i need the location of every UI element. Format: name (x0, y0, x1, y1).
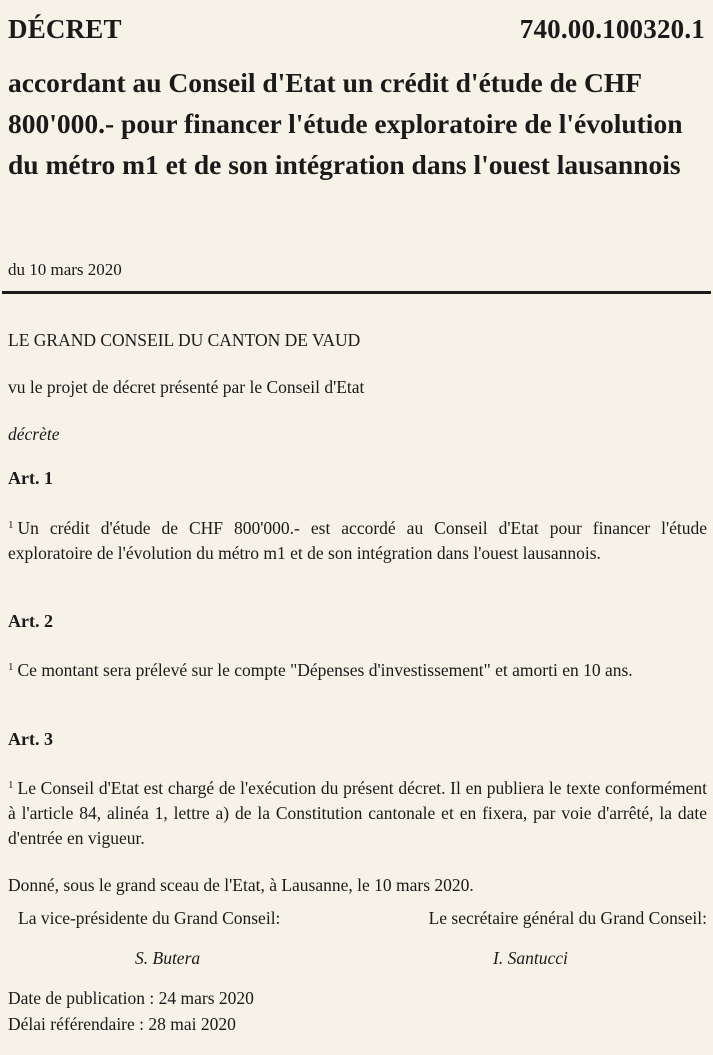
considering-line: vu le projet de décret présenté par le Conseil d'Etat (8, 377, 365, 397)
article-1-marker: 1 (8, 519, 14, 531)
decree-title: accordant au Conseil d'Etat un crédit d'étude de CHF 800'000.- pour financer l'étude exploratoire de l'évolution du métro m1 et de son intégration dans l'ouest lausannois (8, 67, 683, 180)
document-number: 740.00.100320.1 (519, 14, 705, 44)
referendum-deadline: Délai référendaire : 28 mai 2020 (8, 1014, 236, 1034)
header-divider (2, 291, 711, 294)
decree-date: du 10 mars 2020 (8, 260, 122, 279)
right-signatory-name: I. Santucci (493, 948, 568, 968)
given-line: Donné, sous le grand sceau de l'Etat, à Lausanne, le 10 mars 2020. (8, 875, 474, 895)
article-2-text (8, 655, 707, 683)
authority-line: LE GRAND CONSEIL DU CANTON DE VAUD (8, 330, 361, 350)
document-type: DÉCRET (8, 14, 122, 44)
signature-roles (8, 908, 707, 929)
left-signatory-name: S. Butera (135, 948, 201, 968)
left-signatory-role: La vice-présidente du Grand Conseil: (18, 908, 281, 928)
article-3-marker: 1 (8, 779, 14, 791)
article-3-body: Le Conseil d'Etat est chargé de l'exécution du présent décret. Il en publiera le texte conformément à l'article 84, alinéa 1, lettre a) de la Constitution cantonale et en fixera, par voie d'arrêté, la date d'entrée en vigueur. (8, 778, 707, 848)
article-3-heading: Art. 3 (8, 729, 53, 749)
article-2-heading: Art. 2 (8, 611, 53, 631)
article-3-text (8, 773, 707, 851)
article-2-marker: 1 (8, 661, 14, 673)
publication-date: Date de publication : 24 mars 2020 (8, 988, 254, 1008)
document-header (8, 14, 705, 45)
article-2-body: Ce montant sera prélevé sur le compte "Dépenses d'investissement" et amorti en 10 ans. (17, 660, 633, 680)
article-1-body: Un crédit d'étude de CHF 800'000.- est accordé au Conseil d'Etat pour financer l'étude exploratoire de l'évolution du métro m1 et de son intégration dans l'ouest lausannois. (8, 518, 707, 563)
article-1-heading: Art. 1 (8, 468, 53, 488)
article-1-text (8, 513, 707, 566)
decrees-line: décrète (8, 424, 60, 444)
right-signatory-role: Le secrétaire général du Grand Conseil: (428, 908, 707, 928)
